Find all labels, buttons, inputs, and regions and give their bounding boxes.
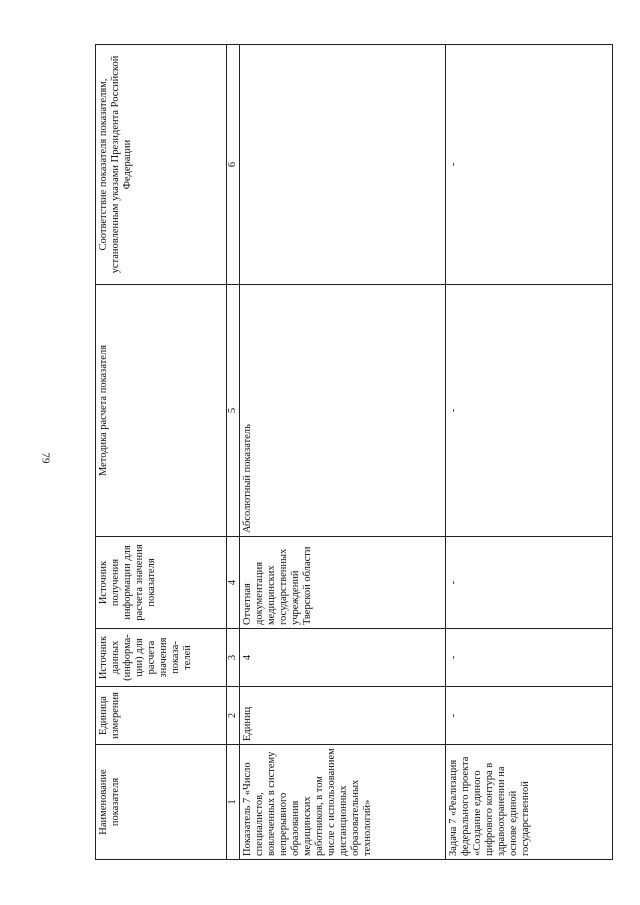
method-cell: Абсолютный показатель	[240, 285, 446, 537]
info-source-cell: -	[446, 537, 613, 629]
table-row	[240, 45, 446, 860]
header-unit: Единица измерения	[96, 687, 227, 745]
data-source-cell: -	[446, 629, 613, 687]
header-data-source: Источник данных (информа-ции) для расчета значения показа-телей	[96, 629, 227, 687]
column-number: 4	[227, 537, 240, 629]
column-number: 1	[227, 745, 240, 860]
column-number: 5	[227, 285, 240, 537]
rotated-table-container	[95, 45, 610, 860]
unit-cell: -	[446, 687, 613, 745]
info-source-cell: Отчетная документация медицинских государственных учреждений Тверской области	[240, 537, 446, 629]
unit-cell: Единиц	[240, 687, 446, 745]
data-source-cell: 4	[240, 629, 446, 687]
indicators-table	[95, 44, 613, 860]
table-header-row	[96, 45, 227, 860]
indicator-name-cell: Показатель 7 «Число специалистов, вовлеченных в систему непрерывного образования медицинских работников, в том числе с использованием дистанционных образовательных технологий»	[240, 745, 446, 860]
column-number: 6	[227, 45, 240, 285]
indicator-name-cell: Задача 7 «Реализация федерального проекта «Создание единого цифрового контура в здравоохранении на основе единой государственной	[446, 745, 613, 860]
column-number: 3	[227, 629, 240, 687]
header-method: Методика расчета показателя	[96, 285, 227, 537]
correspondence-cell	[240, 45, 446, 285]
page-number: 79	[39, 452, 52, 464]
column-number: 2	[227, 687, 240, 745]
table-row	[446, 45, 613, 860]
header-correspondence: Соответствие показателя показателям, установленным указами Президента Российской Федерации	[96, 45, 227, 285]
column-number-row	[227, 45, 240, 860]
correspondence-cell: -	[446, 45, 613, 285]
method-cell: -	[446, 285, 613, 537]
header-info-source: Источник получения информации для расчета значения показателя	[96, 537, 227, 629]
header-indicator-name: Наименование показателя	[96, 745, 227, 860]
